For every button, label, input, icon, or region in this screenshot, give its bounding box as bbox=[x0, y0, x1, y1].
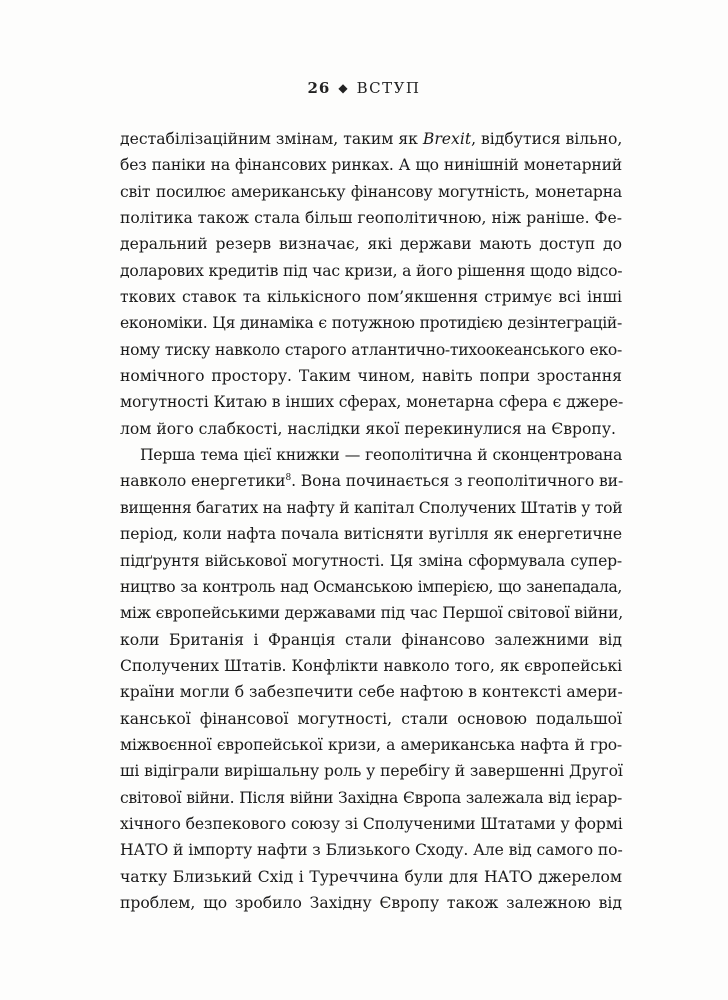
body-text bbox=[120, 126, 622, 916]
text-line bbox=[120, 468, 622, 494]
text-line: міжвоєнної європейської кризи, а американська нафта й гро- bbox=[120, 735, 622, 754]
paragraph-1 bbox=[120, 126, 622, 442]
text-line: лом його слабкості, наслідки якої перекинулися на Європу. bbox=[120, 419, 616, 438]
text-line: ші відіграли вирішальну роль у перебігу й завершенні Другої bbox=[120, 762, 623, 781]
page-number: 26 bbox=[307, 79, 331, 97]
chapter-title: ВСТУП bbox=[356, 79, 421, 97]
text-line: деральний резерв визначає, які держави мають доступ до bbox=[120, 235, 622, 254]
text-line: ткових ставок та кількісного пом’якшення стримує всі інші bbox=[120, 288, 622, 307]
text-fragment: навколо енергетики bbox=[120, 472, 286, 491]
text-line: підґрунтя військової могутності. Ця зміна сформувала супер- bbox=[120, 551, 622, 570]
text-line: політика також стала більш геополітичною, ніж раніше. Фе- bbox=[120, 209, 622, 228]
text-line: період, коли нафта почала витісняти вугілля як енергетичне bbox=[120, 525, 622, 544]
italic-term: Brexit bbox=[422, 130, 472, 148]
text-line: Сполучених Штатів. Конфлікти навколо того, як європейські bbox=[120, 656, 622, 675]
text-fragment: . Вона починається з геополітичного ви- bbox=[291, 472, 624, 491]
text-line: світової війни. Після війни Західна Європа залежала від ієрар- bbox=[120, 788, 622, 807]
text-line: доларових кредитів під час кризи, а його рішення щодо відсо- bbox=[120, 261, 623, 280]
diamond-separator-icon: ◆ bbox=[338, 81, 349, 95]
text-line: вищення багатих на нафту й капітал Сполучених Штатів у той bbox=[120, 498, 623, 517]
text-line: світ посилює американську фінансову могутність, монетарна bbox=[120, 182, 622, 201]
text-fragment: дестабілізаційним змінам, таким як bbox=[120, 130, 423, 148]
text-line: ництво за контроль над Османською імперією, що занепадала, bbox=[120, 577, 622, 596]
text-line: НАТО й імпорту нафти з Близького Сходу. Але від самого по- bbox=[120, 841, 623, 860]
text-line: чатку Близький Схід і Туреччина були для НАТО джерелом bbox=[120, 867, 622, 886]
text-line: без паніки на фінансових ринках. А що нинішній монетарний bbox=[120, 156, 622, 175]
text-line: номічного простору. Таким чином, навіть попри зростання bbox=[120, 367, 622, 386]
text-line: коли Британія і Франція стали фінансово залежними від bbox=[120, 630, 622, 649]
footnote-marker[interactable]: 8 bbox=[285, 473, 292, 484]
text-line: канської фінансової могутності, стали основою подальшої bbox=[120, 709, 622, 728]
text-line: Перша тема цієї книжки — геополітична й сконцентрована bbox=[140, 446, 622, 465]
running-head bbox=[0, 79, 728, 97]
text-line: ному тиску навколо старого атлантично-тихоокеанського еко- bbox=[120, 340, 622, 359]
text-fragment: , відбутися вільно, bbox=[471, 130, 623, 148]
text-line: могутності Китаю в інших сферах, монетарна сфера є джере- bbox=[120, 393, 624, 412]
text-line: країни могли б забезпечити себе нафтою в контексті амери- bbox=[120, 683, 623, 702]
text-line: економіки. Ця динаміка є потужною протидією дезінтеграцій- bbox=[120, 314, 622, 333]
text-line bbox=[120, 126, 622, 152]
text-line: між європейськими державами під час Першої світової війни, bbox=[120, 604, 623, 623]
text-line: проблем, що зробило Західну Європу також залежною від bbox=[120, 893, 622, 912]
text-line: хічного безпекового союзу зі Сполученими Штатами у формі bbox=[120, 814, 623, 833]
paragraph-2 bbox=[120, 442, 622, 916]
